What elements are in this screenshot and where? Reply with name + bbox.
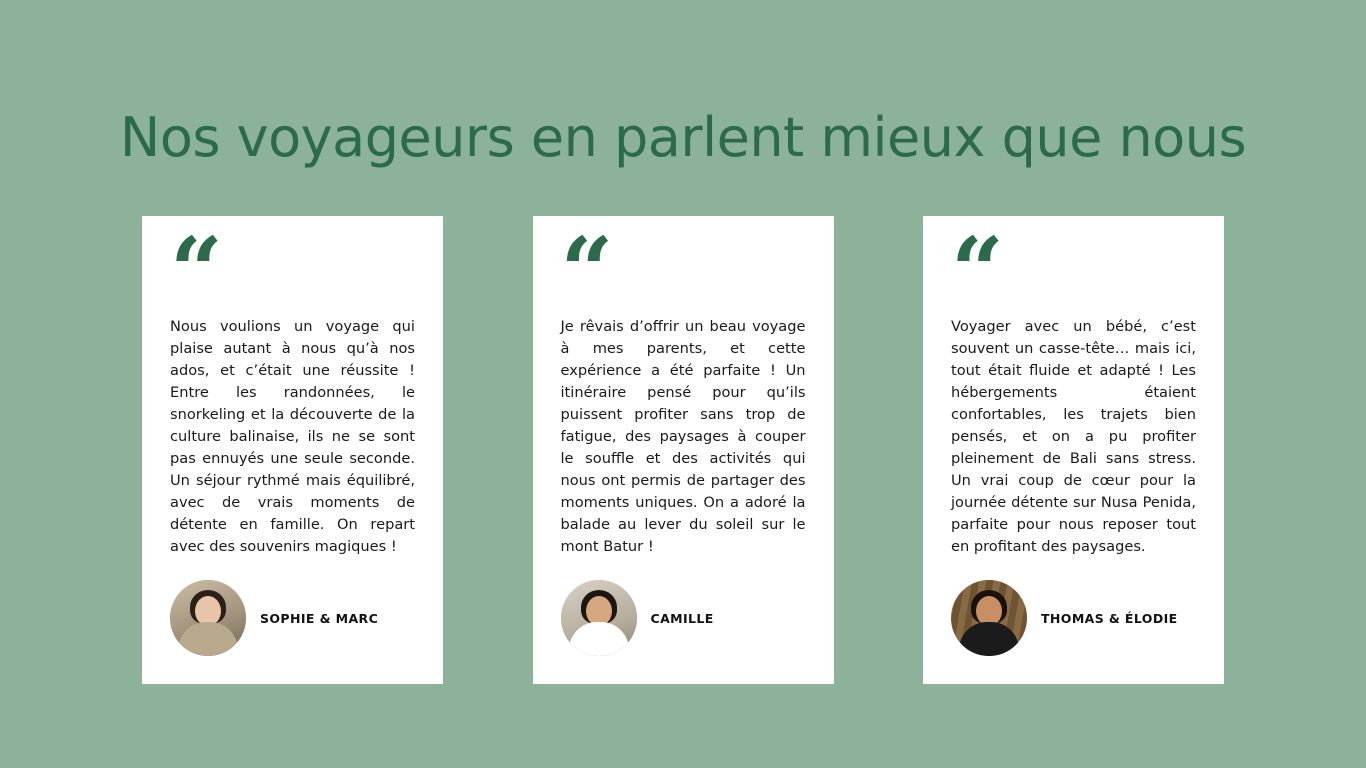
testimonial-author-row [170,580,415,656]
testimonial-author-name: CAMILLE [650,610,714,626]
testimonial-card-list [142,216,1224,684]
testimonial-author-row [951,580,1196,656]
testimonial-card [142,216,443,684]
avatar [170,580,246,656]
testimonial-quote: Je rêvais d’offrir un beau voyage à mes parents, et cette expérience a été parfaite ! Un itinéraire pensé pour qu’ils puissent profiter sans trop de fatigue, des paysages à couper le souffle et des activités qui nous ont permis de partager des moments uniques. On a adoré la balade au lever du soleil sur le mont Batur ! [560,318,806,555]
quote-icon: “ [560,217,612,325]
testimonial-quote: Voyager avec un bébé, c’est souvent un casse-tête… mais ici, tout était fluide et adapté ! Les hébergements étaient confortables, les trajets bien pensés, et on a pu profiter pleinement de Bali sans stress. Un vrai coup de cœur pour la journée détente sur Nusa Penida, parfaite pour nous reposer tout en profitant des paysages. [951,318,1196,555]
quote-icon: “ [951,217,1002,325]
page-title: Nos voyageurs en parlent mieux que nous [119,106,1247,170]
testimonial-author-row [561,580,806,656]
testimonial-quote: Nous voulions un voyage qui plaise autant à nous qu’à nos ados, et c’était une réussite ! Entre les randonnées, le snorkeling et la découverte de la culture balinaise, ils ne se sont pas ennuyés une seule seconde. Un séjour rythmé mais équilibré, avec de vrais moments de détente en famille. On repart avec des souvenirs magiques ! [170,318,415,555]
avatar [561,580,637,656]
testimonial-card [533,216,834,684]
testimonial-card [923,216,1224,684]
testimonial-author-name: SOPHIE & MARC [260,610,379,626]
quote-icon: “ [170,217,221,325]
testimonial-author-name: THOMAS & ÉLODIE [1041,610,1178,626]
avatar [951,580,1027,656]
